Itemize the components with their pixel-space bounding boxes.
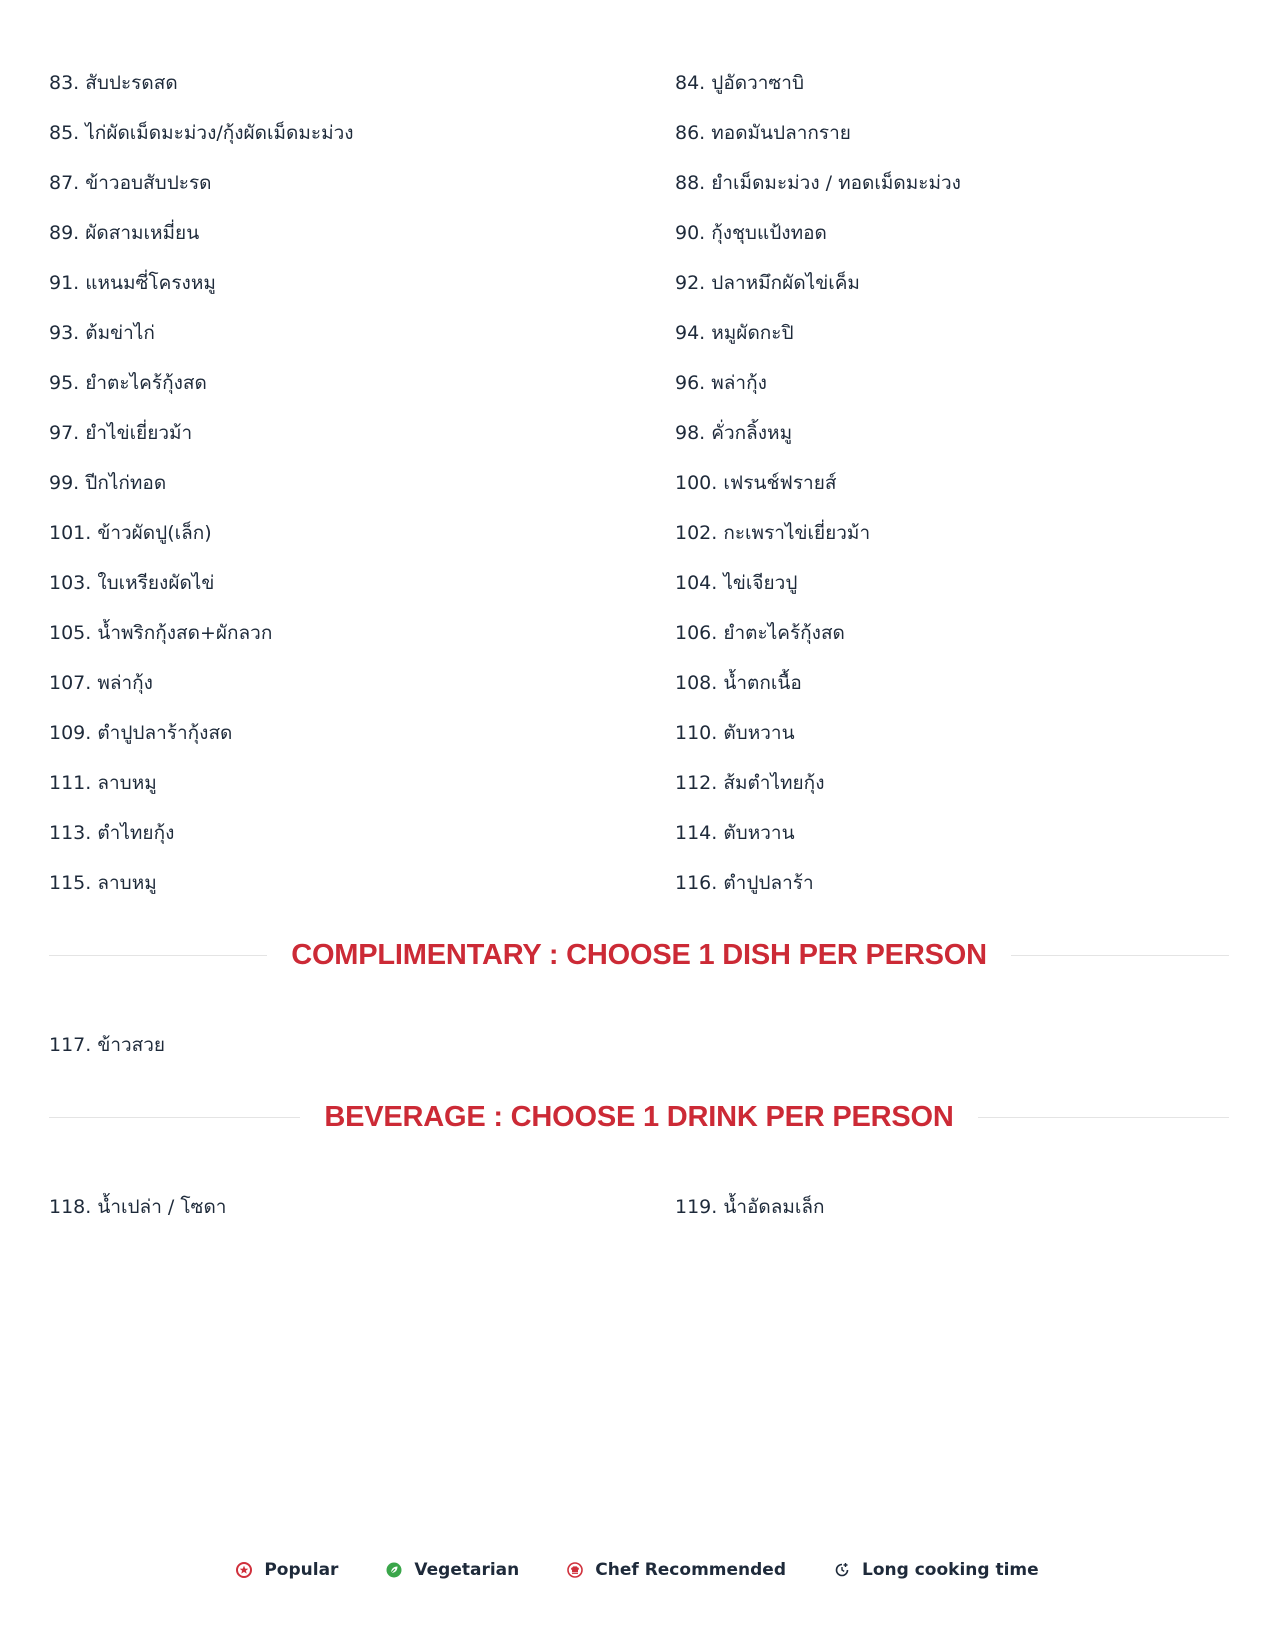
beverage-title: BEVERAGE : CHOOSE 1 DRINK PER PERSON — [324, 1100, 954, 1133]
menu-item: 117. ข้าวสวย — [49, 1034, 166, 1056]
menu-item: 101. ข้าวผัดปู(เล็ก) — [49, 522, 212, 544]
menu-item: 108. น้ำตกเนื้อ — [675, 672, 802, 694]
legend-vegetarian — [386, 1560, 519, 1580]
menu-item: 89. ผัดสามเหมี่ยน — [49, 222, 200, 244]
icon-legend — [0, 1560, 1275, 1580]
leaf-icon — [386, 1562, 402, 1578]
menu-item: 97. ยำไข่เยี่ยวม้า — [49, 422, 193, 444]
menu-item: 116. ตำปูปลาร้า — [675, 872, 814, 894]
menu-item: 86. ทอดมันปลากราย — [675, 122, 851, 144]
menu-item: 84. ปูอัดวาซาบิ — [675, 72, 805, 94]
legend-label: Vegetarian — [414, 1560, 520, 1580]
menu-item: 95. ยำตะไคร้กุ้งสด — [49, 372, 207, 394]
legend-label: Popular — [264, 1560, 339, 1580]
menu-item: 104. ไข่เจียวปู — [675, 572, 798, 594]
menu-item: 98. คั่วกลิ้งหมู — [675, 422, 793, 444]
menu-item: 103. ใบเหรียงผัดไข่ — [49, 572, 215, 594]
menu-item: 96. พล่ากุ้ง — [675, 372, 767, 394]
legend-label: Long cooking time — [862, 1560, 1039, 1580]
menu-item: 90. กุ้งชุบแป้งทอด — [675, 222, 827, 244]
menu-item: 94. หมูผัดกะปิ — [675, 322, 794, 344]
menu-item: 112. ส้มตำไทยกุ้ง — [675, 772, 825, 794]
divider-line — [49, 1117, 300, 1118]
menu-item: 107. พล่ากุ้ง — [49, 672, 153, 694]
legend-long-cooking-time — [834, 1560, 1039, 1580]
menu-item: 87. ข้าวอบสับปะรด — [49, 172, 212, 194]
menu-item: 110. ตับหวาน — [675, 722, 795, 744]
menu-item: 111. ลาบหมู — [49, 772, 157, 794]
menu-item: 118. น้ำเปล่า / โซดา — [49, 1196, 227, 1218]
menu-item: 91. แหนมซี่โครงหมู — [49, 272, 216, 294]
menu-item: 105. น้ำพริกกุ้งสด+ผักลวก — [49, 622, 273, 644]
divider-line — [1011, 955, 1229, 956]
menu-item: 83. สับปะรดสด — [49, 72, 178, 94]
chef-hat-icon — [567, 1562, 583, 1578]
menu-item: 114. ตับหวาน — [675, 822, 795, 844]
menu-item: 106. ยำตะไคร้กุ้งสด — [675, 622, 845, 644]
menu-items-grid — [49, 58, 1229, 908]
menu-item: 100. เฟรนช์ฟรายส์ — [675, 472, 837, 494]
menu-item: 92. ปลาหมึกผัดไข่เค็ม — [675, 272, 860, 294]
menu-item: 119. น้ำอัดลมเล็ก — [675, 1196, 825, 1218]
divider-line — [978, 1117, 1229, 1118]
legend-chef-recommended — [567, 1560, 786, 1580]
complimentary-items — [49, 1020, 1229, 1070]
legend-label: Chef Recommended — [595, 1560, 786, 1580]
menu-item: 113. ตำไทยกุ้ง — [49, 822, 175, 844]
complimentary-header — [49, 933, 1229, 977]
divider-line — [49, 955, 267, 956]
star-icon — [236, 1562, 252, 1578]
complimentary-title: COMPLIMENTARY : CHOOSE 1 DISH PER PERSON — [291, 938, 987, 971]
clock-icon — [834, 1562, 850, 1578]
menu-item: 93. ต้มข่าไก่ — [49, 322, 155, 344]
menu-item: 88. ยำเม็ดมะม่วง / ทอดเม็ดมะม่วง — [675, 172, 961, 194]
menu-item: 102. กะเพราไข่เยี่ยวม้า — [675, 522, 871, 544]
beverage-items — [49, 1182, 1229, 1232]
legend-popular — [236, 1560, 338, 1580]
menu-item: 109. ตำปูปลาร้ากุ้งสด — [49, 722, 233, 744]
menu-item: 115. ลาบหมู — [49, 872, 157, 894]
menu-item: 99. ปีกไก่ทอด — [49, 472, 167, 494]
menu-item: 85. ไก่ผัดเม็ดมะม่วง/กุ้งผัดเม็ดมะม่วง — [49, 122, 354, 144]
beverage-header — [49, 1095, 1229, 1139]
